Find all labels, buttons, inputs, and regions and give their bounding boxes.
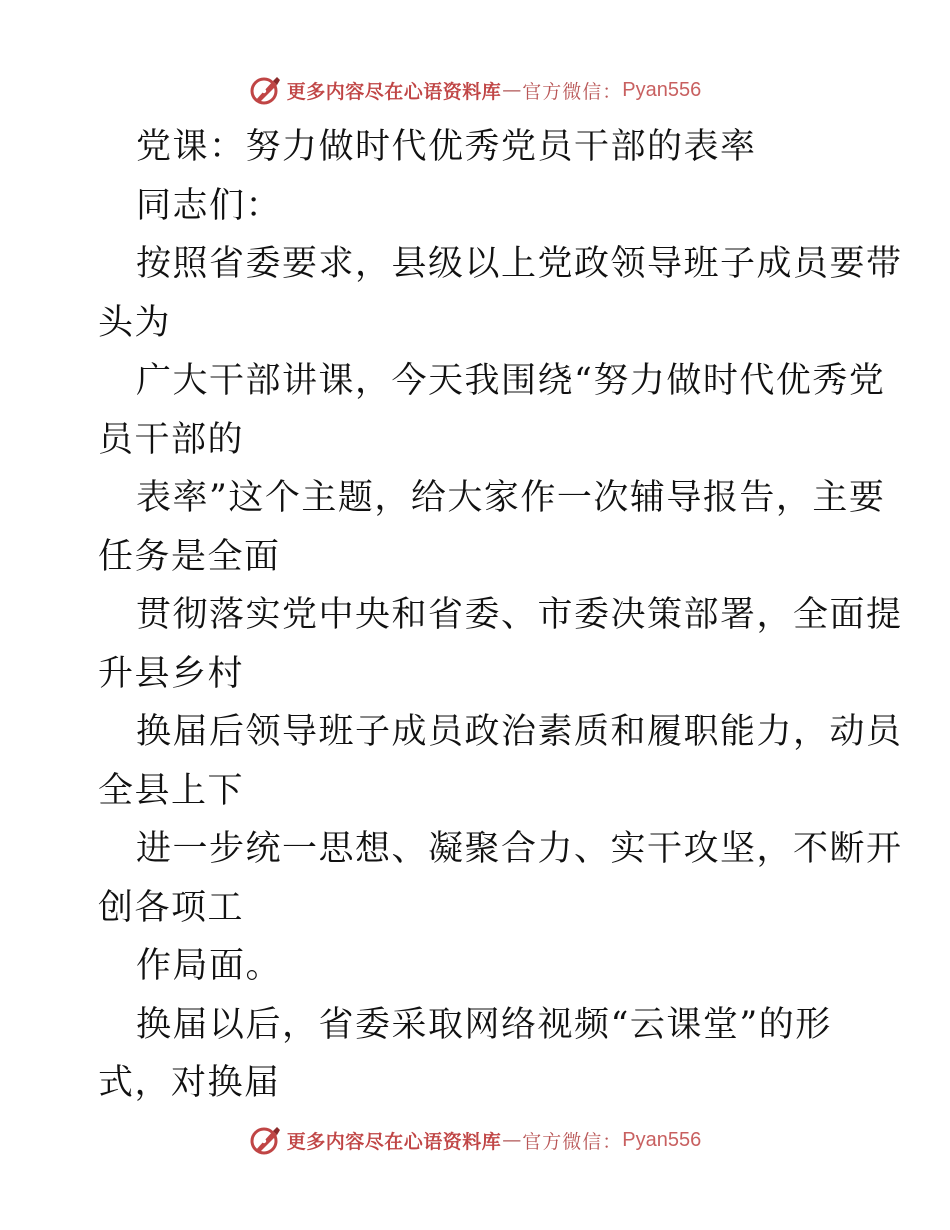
text-line: 贯彻落实党中央和省委、市委决策部署，全面提 [136,595,903,635]
watermark-dash: — [502,1129,522,1151]
text-line: 作局面。 [136,946,283,986]
watermark-wechat-label: 官方微信： [522,80,623,103]
document-body [98,118,903,1113]
text-line: 表率”这个主题，给大家作一次辅导报告，主要 [136,478,886,518]
text-line: 党课：努力做时代优秀党员干部的表率 [136,127,757,167]
text-line: 进一步统一思想、凝聚合力、实干攻坚，不断开 [136,829,903,869]
text-line: 换届后领导班子成员政治素质和履职能力，动员 [136,712,903,752]
text-line: 创各项工 [98,887,245,928]
watermark-dash: — [502,79,522,101]
text-line: 式，对换届 [98,1063,281,1103]
header-watermark [0,70,950,110]
text-line: 广大干部讲课，今天我围绕“努力做时代优秀党 [136,361,886,401]
text-line: 全县上下 [98,770,245,811]
watermark-brand: 更多内容尽在心语资料库 [286,80,502,103]
watermark-wechat-id: Pyan556 [622,1128,702,1151]
pen-logo-icon [249,74,281,106]
text-line: 头为 [98,302,172,343]
text-line: 同志们： [136,185,283,226]
footer-watermark [0,1120,950,1160]
watermark-brand: 更多内容尽在心语资料库 [286,1130,502,1153]
text-line: 按照省委要求，县级以上党政领导班子成员要带 [136,244,903,284]
watermark-wechat-label: 官方微信： [522,1130,623,1153]
text-line: 任务是全面 [98,536,281,577]
watermark-wechat-id: Pyan556 [622,78,702,101]
pen-logo-icon [249,1124,281,1156]
text-line: 升县乡村 [98,653,245,694]
text-line: 换届以后，省委采取网络视频“云课堂”的形 [136,1004,832,1045]
text-line: 员干部的 [98,419,245,460]
